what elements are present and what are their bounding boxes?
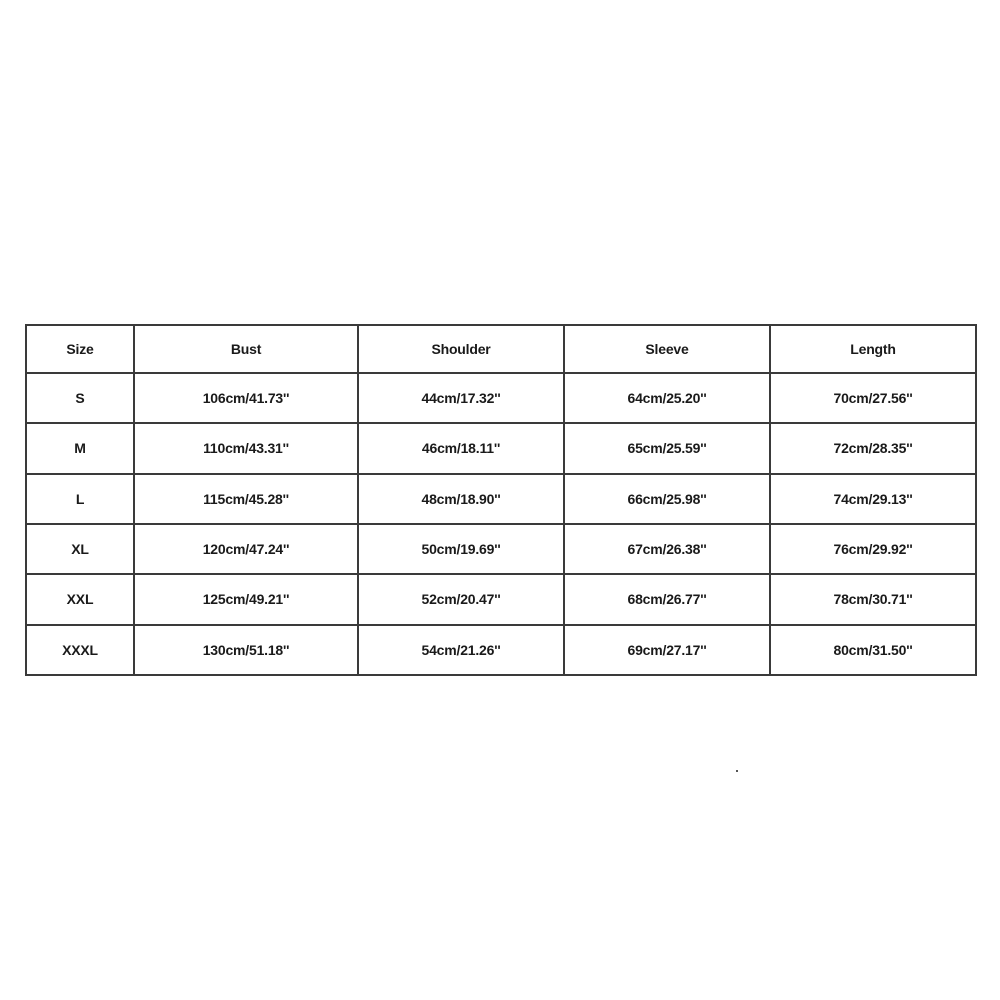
header-size: Size	[26, 325, 134, 373]
sleeve-cell: 64cm/25.20''	[564, 373, 770, 423]
table-row	[26, 373, 976, 423]
size-cell: L	[26, 474, 134, 524]
size-cell: XXXL	[26, 625, 134, 675]
shoulder-cell: 48cm/18.90''	[358, 474, 564, 524]
table-row	[26, 574, 976, 624]
sleeve-cell: 69cm/27.17''	[564, 625, 770, 675]
shoulder-cell: 50cm/19.69''	[358, 524, 564, 574]
length-cell: 78cm/30.71''	[770, 574, 976, 624]
header-shoulder: Shoulder	[358, 325, 564, 373]
size-cell: S	[26, 373, 134, 423]
size-cell: M	[26, 423, 134, 473]
bust-cell: 106cm/41.73''	[134, 373, 358, 423]
length-cell: 74cm/29.13''	[770, 474, 976, 524]
length-cell: 76cm/29.92''	[770, 524, 976, 574]
header-bust: Bust	[134, 325, 358, 373]
bust-cell: 120cm/47.24''	[134, 524, 358, 574]
shoulder-cell: 44cm/17.32''	[358, 373, 564, 423]
shoulder-cell: 54cm/21.26''	[358, 625, 564, 675]
length-cell: 80cm/31.50''	[770, 625, 976, 675]
table-row	[26, 524, 976, 574]
size-chart-table	[25, 324, 977, 676]
bust-cell: 130cm/51.18''	[134, 625, 358, 675]
size-chart-body	[26, 373, 976, 675]
bust-cell: 115cm/45.28''	[134, 474, 358, 524]
sleeve-cell: 66cm/25.98''	[564, 474, 770, 524]
bust-cell: 125cm/49.21''	[134, 574, 358, 624]
table-row	[26, 625, 976, 675]
bust-cell: 110cm/43.31''	[134, 423, 358, 473]
size-chart-header	[26, 325, 976, 373]
size-cell: XL	[26, 524, 134, 574]
stray-dot	[736, 770, 738, 772]
length-cell: 70cm/27.56''	[770, 373, 976, 423]
sleeve-cell: 65cm/25.59''	[564, 423, 770, 473]
size-cell: XXL	[26, 574, 134, 624]
sleeve-cell: 68cm/26.77''	[564, 574, 770, 624]
table-row	[26, 423, 976, 473]
shoulder-cell: 46cm/18.11''	[358, 423, 564, 473]
header-row	[26, 325, 976, 373]
header-length: Length	[770, 325, 976, 373]
length-cell: 72cm/28.35''	[770, 423, 976, 473]
shoulder-cell: 52cm/20.47''	[358, 574, 564, 624]
header-sleeve: Sleeve	[564, 325, 770, 373]
table-row	[26, 474, 976, 524]
sleeve-cell: 67cm/26.38''	[564, 524, 770, 574]
